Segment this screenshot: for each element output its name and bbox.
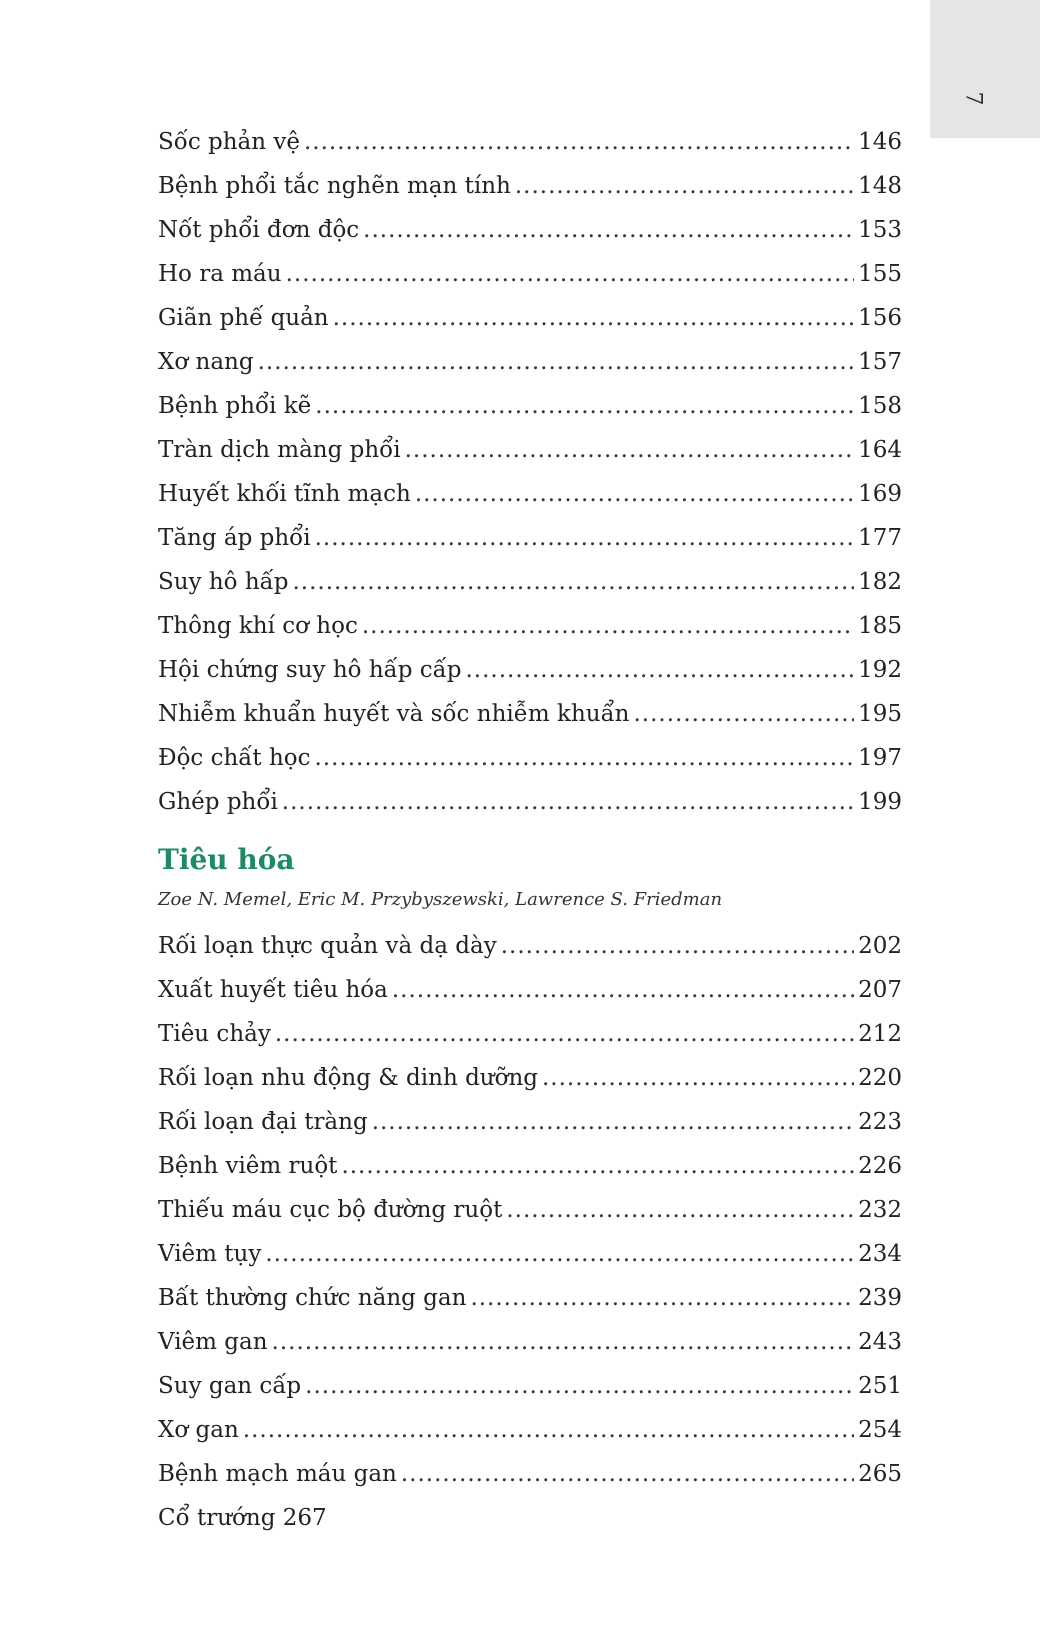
toc-dot-leader xyxy=(315,516,854,560)
toc-dot-leader xyxy=(341,1144,854,1188)
toc-entry[interactable] xyxy=(158,1056,902,1100)
toc-entry-page: 220 xyxy=(858,1065,902,1091)
toc-entry[interactable] xyxy=(158,1452,902,1496)
toc-entry-title: Nốt phổi đơn độc xyxy=(158,217,360,243)
toc-entry-title: Xuất huyết tiêu hóa xyxy=(158,977,388,1003)
toc-entry[interactable] xyxy=(158,1012,902,1056)
toc-entry-page: 234 xyxy=(858,1241,902,1267)
toc-entry-title: Độc chất học xyxy=(158,745,311,771)
toc-entry-page: 212 xyxy=(858,1021,902,1047)
toc-entry-title: Xơ nang xyxy=(158,349,254,375)
toc-entry-title: Ghép phổi xyxy=(158,789,278,815)
toc-entry-page: 239 xyxy=(858,1285,902,1311)
toc-entry[interactable] xyxy=(158,296,902,340)
toc-entry-title: Ho ra máu xyxy=(158,261,282,287)
toc-entry-page: 226 xyxy=(858,1153,902,1179)
toc-dot-leader xyxy=(315,736,855,780)
toc-entry-title: Bệnh phổi kẽ xyxy=(158,393,312,419)
toc-entry-title: Suy hô hấp xyxy=(158,569,289,595)
toc-entry-title: Hội chứng suy hô hấp cấp xyxy=(158,657,462,683)
toc-dot-leader xyxy=(501,924,854,968)
toc-dot-leader xyxy=(415,472,854,516)
toc-entry-title: Nhiễm khuẩn huyết và sốc nhiễm khuẩn xyxy=(158,701,630,727)
toc-entry-title: Huyết khối tĩnh mạch xyxy=(158,481,411,507)
toc-dot-leader xyxy=(372,1100,854,1144)
toc-entry[interactable] xyxy=(158,1364,902,1408)
toc-entry-page: 243 xyxy=(858,1329,902,1355)
toc-entry-last: Cổ trướng 267 xyxy=(158,1505,327,1531)
toc-entry-page: 182 xyxy=(858,569,902,595)
toc-entry-title: Xơ gan xyxy=(158,1417,239,1443)
toc-entry[interactable] xyxy=(158,120,902,164)
toc-entry-title: Bất thường chức năng gan xyxy=(158,1285,467,1311)
toc-entry-title: Thông khí cơ học xyxy=(158,613,358,639)
toc-entry[interactable] xyxy=(158,1320,902,1364)
toc-dot-leader xyxy=(275,1012,854,1056)
toc-dot-leader xyxy=(272,1320,855,1364)
toc-entry[interactable] xyxy=(158,968,902,1012)
toc-entry[interactable] xyxy=(158,780,902,824)
toc-entry[interactable] xyxy=(158,560,902,604)
toc-entry-title: Tăng áp phổi xyxy=(158,525,311,551)
toc-dot-leader xyxy=(315,384,854,428)
toc-entry-page: 153 xyxy=(858,217,902,243)
toc-entry[interactable] xyxy=(158,1100,902,1144)
toc-entry-page: 157 xyxy=(858,349,902,375)
toc-entry-page: 251 xyxy=(858,1373,902,1399)
toc-dot-leader xyxy=(506,1188,854,1232)
toc-entry-title: Thiếu máu cục bộ đường ruột xyxy=(158,1197,503,1223)
toc-entry[interactable] xyxy=(158,384,902,428)
toc-entry-page: 197 xyxy=(858,745,902,771)
toc-entry[interactable] xyxy=(158,692,902,736)
toc-dot-leader xyxy=(470,1276,854,1320)
toc-entry[interactable] xyxy=(158,340,902,384)
toc-entry-title: Rối loạn nhu động & dinh dưỡng xyxy=(158,1065,538,1091)
toc-entry-page: 202 xyxy=(858,933,902,959)
toc-entry[interactable] xyxy=(158,472,902,516)
toc-entry-page: 195 xyxy=(858,701,902,727)
toc-entry-page: 158 xyxy=(858,393,902,419)
section-heading: Tiêu hóa xyxy=(158,843,295,876)
toc-dot-leader xyxy=(243,1408,854,1452)
section-authors: Zoe N. Memel, Eric M. Przybyszewski, Lawrence S. Friedman xyxy=(158,889,723,910)
toc-entry-page: 192 xyxy=(858,657,902,683)
toc-entry[interactable] xyxy=(158,252,902,296)
toc-list-gastro xyxy=(158,924,902,1496)
toc-entry-title: Viêm gan xyxy=(158,1329,268,1355)
toc-dot-leader xyxy=(305,1364,854,1408)
toc-entry-page: 146 xyxy=(858,129,902,155)
toc-dot-leader xyxy=(362,604,854,648)
toc-dot-leader xyxy=(401,1452,854,1496)
toc-dot-leader xyxy=(286,252,855,296)
toc-dot-leader xyxy=(465,648,854,692)
toc-entry[interactable] xyxy=(158,1144,902,1188)
toc-entry[interactable] xyxy=(158,736,902,780)
toc-entry-page: 265 xyxy=(858,1461,902,1487)
toc-entry[interactable] xyxy=(158,208,902,252)
toc-entry[interactable] xyxy=(158,604,902,648)
toc-dot-leader xyxy=(633,692,854,736)
toc-dot-leader xyxy=(542,1056,854,1100)
toc-entry[interactable] xyxy=(158,1408,902,1452)
toc-list-respiratory xyxy=(158,120,902,824)
toc-entry[interactable] xyxy=(158,1232,902,1276)
toc-dot-leader xyxy=(392,968,854,1012)
toc-entry-title: Bệnh mạch máu gan xyxy=(158,1461,397,1487)
toc-entry-title: Tiêu chảy xyxy=(158,1021,271,1047)
toc-entry-title: Rối loạn đại tràng xyxy=(158,1109,368,1135)
toc-entry-page: 254 xyxy=(858,1417,902,1443)
toc-entry-title: Suy gan cấp xyxy=(158,1373,302,1399)
toc-entry[interactable] xyxy=(158,428,902,472)
toc-dot-leader xyxy=(265,1232,854,1276)
toc-entry-title: Bệnh phổi tắc nghẽn mạn tính xyxy=(158,173,511,199)
toc-entry-page: 177 xyxy=(858,525,902,551)
page-number: 7 xyxy=(960,91,986,106)
toc-entry-page: 156 xyxy=(858,305,902,331)
toc-entry-page: 155 xyxy=(858,261,902,287)
toc-entry-page: 232 xyxy=(858,1197,902,1223)
toc-entry-title: Giãn phế quản xyxy=(158,305,329,331)
toc-entry-title: Rối loạn thực quản và dạ dày xyxy=(158,933,497,959)
toc-entry-page: 148 xyxy=(858,173,902,199)
toc-entry-title: Sốc phản vệ xyxy=(158,129,300,155)
toc-entry-page: 185 xyxy=(858,613,902,639)
toc-entry-page: 199 xyxy=(858,789,902,815)
toc-entry-title: Bệnh viêm ruột xyxy=(158,1153,338,1179)
toc-dot-leader xyxy=(282,780,854,824)
toc-entry-title: Tràn dịch màng phổi xyxy=(158,437,401,463)
toc-entry[interactable] xyxy=(158,1188,902,1232)
toc-entry[interactable] xyxy=(158,648,902,692)
toc-dot-leader xyxy=(292,560,854,604)
page-tab xyxy=(930,0,1040,138)
toc-dot-leader xyxy=(304,120,854,164)
toc-dot-leader xyxy=(363,208,854,252)
toc-entry[interactable] xyxy=(158,516,902,560)
toc-entry-title: Viêm tụy xyxy=(158,1241,262,1267)
toc-entry-page: 164 xyxy=(858,437,902,463)
toc-dot-leader xyxy=(405,428,855,472)
toc-entry[interactable] xyxy=(158,164,902,208)
toc-entry[interactable] xyxy=(158,924,902,968)
toc-entry-page: 223 xyxy=(858,1109,902,1135)
toc-dot-leader xyxy=(515,164,854,208)
toc-entry-page: 207 xyxy=(858,977,902,1003)
table-of-contents xyxy=(158,120,902,1540)
toc-entry-page: 169 xyxy=(858,481,902,507)
toc-dot-leader xyxy=(258,340,855,384)
toc-entry[interactable] xyxy=(158,1276,902,1320)
toc-dot-leader xyxy=(333,296,854,340)
